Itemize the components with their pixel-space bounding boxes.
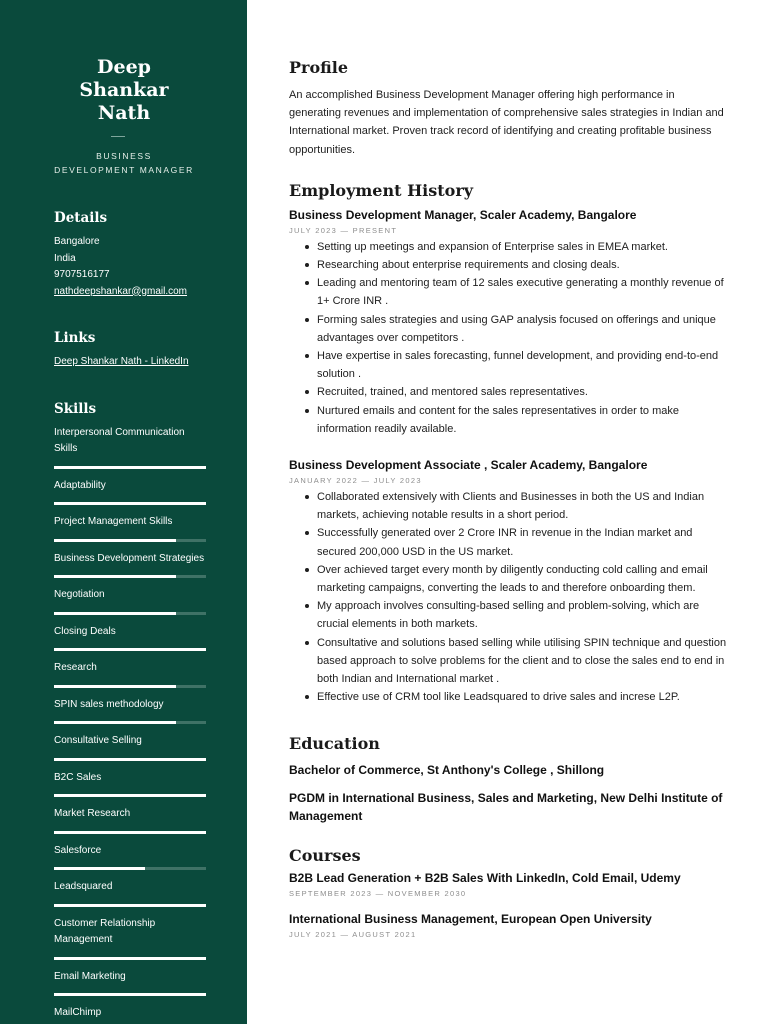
profile-heading: Profile <box>289 58 349 77</box>
skill-level-fill <box>54 957 206 960</box>
course-date: JULY 2021 — AUGUST 2021 <box>289 930 417 940</box>
name-divider <box>111 136 125 137</box>
bullet-text: Successfully generated over 2 Crore INR in revenue in the Indian market and secured 200,000 USD in the US market. <box>317 527 693 558</box>
skill-item <box>54 969 207 997</box>
skill-name: Business Development Strategies <box>54 552 205 564</box>
course-date: SEPTEMBER 2023 — NOVEMBER 2030 <box>289 889 467 899</box>
list-item <box>289 274 729 310</box>
skill-name: Closing Deals <box>54 625 116 637</box>
skill-level-bar <box>54 502 206 505</box>
skill-level-fill <box>54 904 206 907</box>
skill-name: Research <box>54 662 97 673</box>
bullet-text: Collaborated extensively with Clients and Businesses in both the US and Indian markets, achieving notable results in a short period. <box>317 491 705 522</box>
list-item <box>289 634 729 689</box>
skill-item <box>54 697 207 725</box>
skill-level-bar <box>54 685 206 688</box>
skill-name: MailChimp <box>54 1007 102 1018</box>
list-item <box>289 383 729 401</box>
skill-item <box>54 879 207 907</box>
education-section <box>289 734 729 825</box>
skill-item <box>54 425 207 469</box>
skill-level-bar <box>54 575 206 578</box>
bullet-icon <box>305 263 309 267</box>
job-date: JANUARY 2022 — JULY 2023 <box>289 476 422 486</box>
skill-level-fill <box>54 648 206 651</box>
profile-section <box>289 58 729 159</box>
bullet-icon <box>305 354 309 358</box>
skill-level-bar <box>54 794 206 797</box>
skill-name: SPIN sales methodology <box>54 698 164 710</box>
bullet-text: Nurtured emails and content for the sales representatives in order to make information readily available. <box>317 404 679 435</box>
list-item <box>289 688 729 706</box>
candidate-job-title: BUSINESS DEVELOPMENT MANAGER <box>54 151 194 175</box>
bullet-text: Researching about enterprise requirements and closing deals. <box>317 259 620 272</box>
skill-name: Customer Relationship Management <box>54 917 156 945</box>
bullet-text: Forming sales strategies and using GAP analysis focused on offerings and unique advantages over competitors . <box>317 313 716 344</box>
candidate-name: Deep Shankar Nath <box>79 56 169 124</box>
skill-item <box>54 1005 207 1024</box>
list-item <box>289 488 729 524</box>
skill-level-bar <box>54 904 206 907</box>
list-item <box>289 311 729 347</box>
skill-name: Interpersonal Communication Skills <box>54 426 185 454</box>
employment-section <box>289 181 729 707</box>
skill-name: Salesforce <box>54 844 102 856</box>
skill-name: Adaptability <box>54 479 106 491</box>
skill-name: Market Research <box>54 808 131 819</box>
job-bullets <box>289 488 729 706</box>
courses-heading: Courses <box>289 846 361 866</box>
details-phone: 9707516177 <box>54 269 110 280</box>
course-title: International Business Management, European Open University <box>289 912 652 927</box>
list-item <box>289 524 729 560</box>
bullet-icon <box>305 495 309 499</box>
list-item <box>289 561 729 597</box>
profile-text: An accomplished Business Development Manager offering high performance in generating revenues and implementation of comprehensive sales strategies in Indian and International market. Proven track record of identifying and creating profitable business opportunities. <box>289 89 724 156</box>
skill-level-fill <box>54 794 206 797</box>
skill-level-fill <box>54 721 176 724</box>
skill-item <box>54 916 207 960</box>
skill-level-fill <box>54 685 176 688</box>
bullet-icon <box>305 318 309 322</box>
courses-section <box>289 846 729 939</box>
skill-level-bar <box>54 466 206 469</box>
bullet-text: Consultative and solutions based selling while utilising SPIN technique and question based approach to solve problems for the client and to close the sales end to end in both Indian and International market . <box>317 636 727 686</box>
course-title: B2B Lead Generation + B2B Sales With LinkedIn, Cold Email, Udemy <box>289 871 681 886</box>
skill-level-fill <box>54 831 206 834</box>
skill-level-bar <box>54 993 206 996</box>
skill-name: Project Management Skills <box>54 516 173 527</box>
job-date: JULY 2023 — PRESENT <box>289 225 398 235</box>
bullet-text: Recruited, trained, and mentored sales representatives. <box>317 386 588 399</box>
links-heading: Links <box>54 330 96 346</box>
bullet-icon <box>305 409 309 413</box>
main-content <box>289 58 729 942</box>
skill-level-fill <box>54 867 145 870</box>
details-country: India <box>54 252 76 264</box>
skill-item <box>54 624 207 652</box>
list-item <box>289 238 729 256</box>
skill-item <box>54 587 207 615</box>
skill-level-fill <box>54 758 206 761</box>
skills-heading: Skills <box>54 400 97 417</box>
skill-level-bar <box>54 539 206 542</box>
linkedin-link[interactable]: Deep Shankar Nath - LinkedIn <box>54 356 189 367</box>
employment-heading: Employment History <box>289 180 474 200</box>
skill-level-bar <box>54 648 206 651</box>
skill-level-bar <box>54 867 206 870</box>
details-heading: Details <box>54 210 108 226</box>
bullet-text: Setting up meetings and expansion of Enterprise sales in EMEA market. <box>317 240 668 253</box>
bullet-text: Have expertise in sales forecasting, funnel development, and providing end-to-end solution . <box>317 350 719 381</box>
skill-level-bar <box>54 612 206 615</box>
job-title: Business Development Manager, Scaler Academy, Bangalore <box>289 207 637 222</box>
skills-list <box>54 425 207 1024</box>
skill-name: Negotiation <box>54 589 105 600</box>
skill-level-fill <box>54 993 206 996</box>
skill-item <box>54 660 207 688</box>
skill-level-bar <box>54 758 206 761</box>
bullet-text: Effective use of CRM tool like Leadsquared to drive sales and increse L2P. <box>317 691 680 704</box>
skill-name: Consultative Selling <box>54 735 142 746</box>
skill-level-fill <box>54 466 206 469</box>
list-item <box>289 256 729 274</box>
education-heading: Education <box>289 734 380 754</box>
list-item <box>289 597 729 633</box>
bullet-icon <box>305 604 309 608</box>
skill-item <box>54 551 207 579</box>
skill-level-fill <box>54 502 206 505</box>
skill-level-fill <box>54 575 176 578</box>
bullet-icon <box>305 281 309 285</box>
skill-level-bar <box>54 721 206 724</box>
bullet-text: Over achieved target every month by diligently conducting cold calling and email marketing campaigns, converting the leads to and therefore onboarding them. <box>317 563 708 595</box>
job-title: Business Development Associate , Scaler Academy, Bangalore <box>289 458 648 473</box>
sidebar <box>0 0 247 1024</box>
details-email-link[interactable]: nathdeepshankar@gmail.com <box>54 285 188 297</box>
skill-name: B2C Sales <box>54 771 102 783</box>
skill-level-bar <box>54 957 206 960</box>
skill-item <box>54 733 207 761</box>
skill-item <box>54 843 207 871</box>
skill-item <box>54 806 207 834</box>
bullet-icon <box>305 245 309 249</box>
details-city: Bangalore <box>54 236 100 247</box>
job-entry <box>289 208 729 438</box>
bullet-icon <box>305 531 309 535</box>
bullet-icon <box>305 641 309 645</box>
bullet-icon <box>305 695 309 699</box>
bullet-text: Leading and mentoring team of 12 sales executive generating a monthly revenue of 1+ Crore INR . <box>317 277 724 308</box>
skill-item <box>54 770 207 798</box>
skill-item <box>54 478 207 506</box>
bullet-text: My approach involves consulting-based selling and problem-solving, which are crucial elements in both markets. <box>317 600 700 631</box>
skill-level-fill <box>54 612 176 615</box>
skill-level-fill <box>54 539 176 542</box>
skill-name: Leadsquared <box>54 881 113 892</box>
bullet-icon <box>305 390 309 394</box>
list-item <box>289 347 729 383</box>
education-entry: PGDM in International Business, Sales and Marketing, New Delhi Institute of Management <box>289 791 723 824</box>
bullet-icon <box>305 568 309 572</box>
job-bullets <box>289 238 729 438</box>
skill-level-bar <box>54 831 206 834</box>
skill-name: Email Marketing <box>54 970 126 982</box>
job-entry <box>289 458 729 706</box>
education-entry: Bachelor of Commerce, St Anthony's College , Shillong <box>289 763 605 778</box>
list-item <box>289 402 729 438</box>
skill-item <box>54 514 207 542</box>
